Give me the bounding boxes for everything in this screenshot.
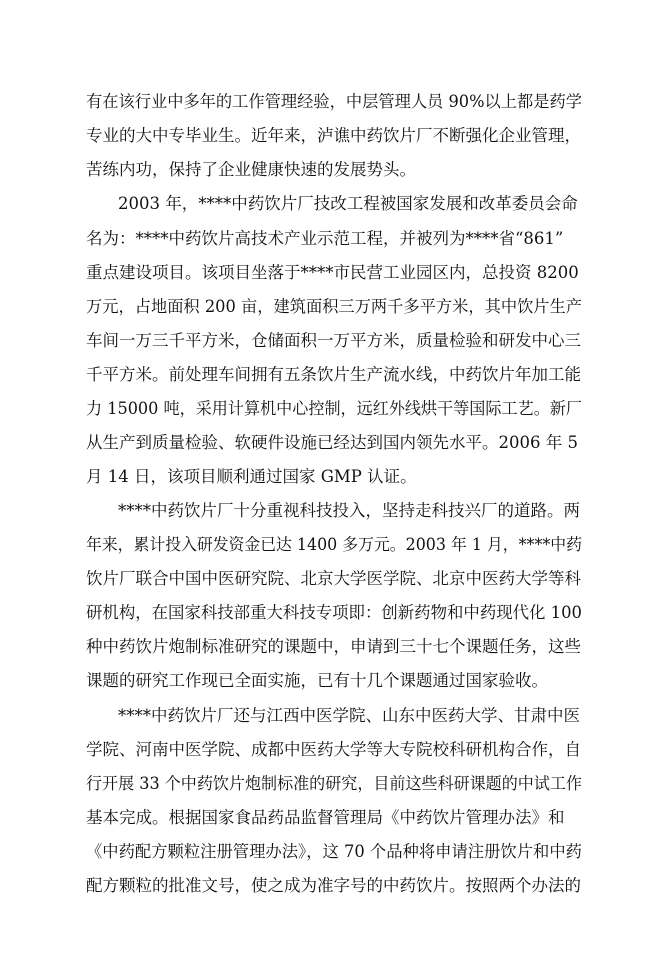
text-line <box>0 222 662 256</box>
line-text: ****中药饮片厂十分重视科技投入，坚持走科技兴厂的道路。两 <box>118 501 580 520</box>
line-text: 年来，累计投入研发资金已达 1400 多万元。2003 年 1 月，****中药 <box>86 535 582 554</box>
line-text: 《中药配方颗粒注册管理办法》，这 70 个品种将申请注册饮片和中药 <box>86 842 582 861</box>
line-text: 万元，占地面积 200 亩，建筑面积三万两千多平方米，其中饮片生产 <box>86 297 583 316</box>
line-text: 2003 年，****中药饮片厂技改工程被国家发展和改革委员会命 <box>118 194 578 213</box>
text-line <box>0 835 662 869</box>
line-text: 基本完成。根据国家食品药品监督管理局《中药饮片管理办法》和 <box>86 808 565 827</box>
text-line <box>0 630 662 664</box>
line-text: 种中药饮片炮制标准研究的课题中，申请到三十七个课题任务，这些 <box>86 637 581 656</box>
text-line <box>0 460 662 494</box>
text-line <box>0 801 662 835</box>
line-text: 课题的研究工作现已全面实施，已有十几个课题通过国家验收。 <box>86 671 548 690</box>
text-line <box>0 494 662 528</box>
text-line <box>0 699 662 733</box>
text-line <box>0 153 662 187</box>
text-line <box>0 324 662 358</box>
line-text: 有在该行业中多年的工作管理经验，中层管理人员 90%以上都是药学 <box>86 92 583 111</box>
line-text: 配方颗粒的批准文号，使之成为准字号的中药饮片。按照两个办法的 <box>86 876 581 895</box>
line-text: 学院、河南中医学院、成都中医药大学等大专院校科研机构合作，自 <box>86 740 581 759</box>
line-text: 研机构，在国家科技部重大科技专项即：创新药物和中药现代化 100 <box>86 603 583 622</box>
text-line <box>0 85 662 119</box>
text-line <box>0 290 662 324</box>
text-line <box>0 733 662 767</box>
line-text: ****中药饮片厂还与江西中医学院、山东中医药大学、甘肃中医 <box>118 706 580 725</box>
text-line <box>0 187 662 221</box>
text-line <box>0 358 662 392</box>
line-text: 月 14 日，该项目顺利通过国家 GMP 认证。 <box>86 467 417 486</box>
text-line <box>0 426 662 460</box>
text-line <box>0 562 662 596</box>
line-text: 饮片厂联合中国中医研究院、北京大学医学院、北京中医药大学等科 <box>86 569 581 588</box>
line-text: 车间一万三千平方米，仓储面积一万平方米，质量检验和研发中心三 <box>86 331 581 350</box>
line-text: 千平方米。前处理车间拥有五条饮片生产流水线，中药饮片年加工能 <box>86 365 581 384</box>
line-text: 重点建设项目。该项目坐落于****市民营工业园区内，总投资 8200 <box>86 263 579 282</box>
text-line <box>0 664 662 698</box>
text-line <box>0 392 662 426</box>
text-line <box>0 596 662 630</box>
text-line <box>0 119 662 153</box>
text-line <box>0 869 662 903</box>
line-text: 苦练内功，保持了企业健康快速的发展势头。 <box>86 160 416 179</box>
line-text: 力 15000 吨，采用计算机中心控制，远红外线烘干等国际工艺。新厂 <box>86 399 582 418</box>
line-text: 专业的大中专毕业生。近年来，泸谯中药饮片厂不断强化企业管理， <box>86 126 581 145</box>
line-text: 名为：****中药饮片高技术产业示范工程，并被列为****省“861” <box>86 229 564 248</box>
line-text: 行开展 33 个中药饮片炮制标准的研究，目前这些科研课题的中试工作 <box>86 774 582 793</box>
text-line <box>0 256 662 290</box>
text-line <box>0 528 662 562</box>
text-line <box>0 767 662 801</box>
line-text: 从生产到质量检验、软硬件设施已经达到国内领先水平。2006 年 5 <box>86 433 578 452</box>
